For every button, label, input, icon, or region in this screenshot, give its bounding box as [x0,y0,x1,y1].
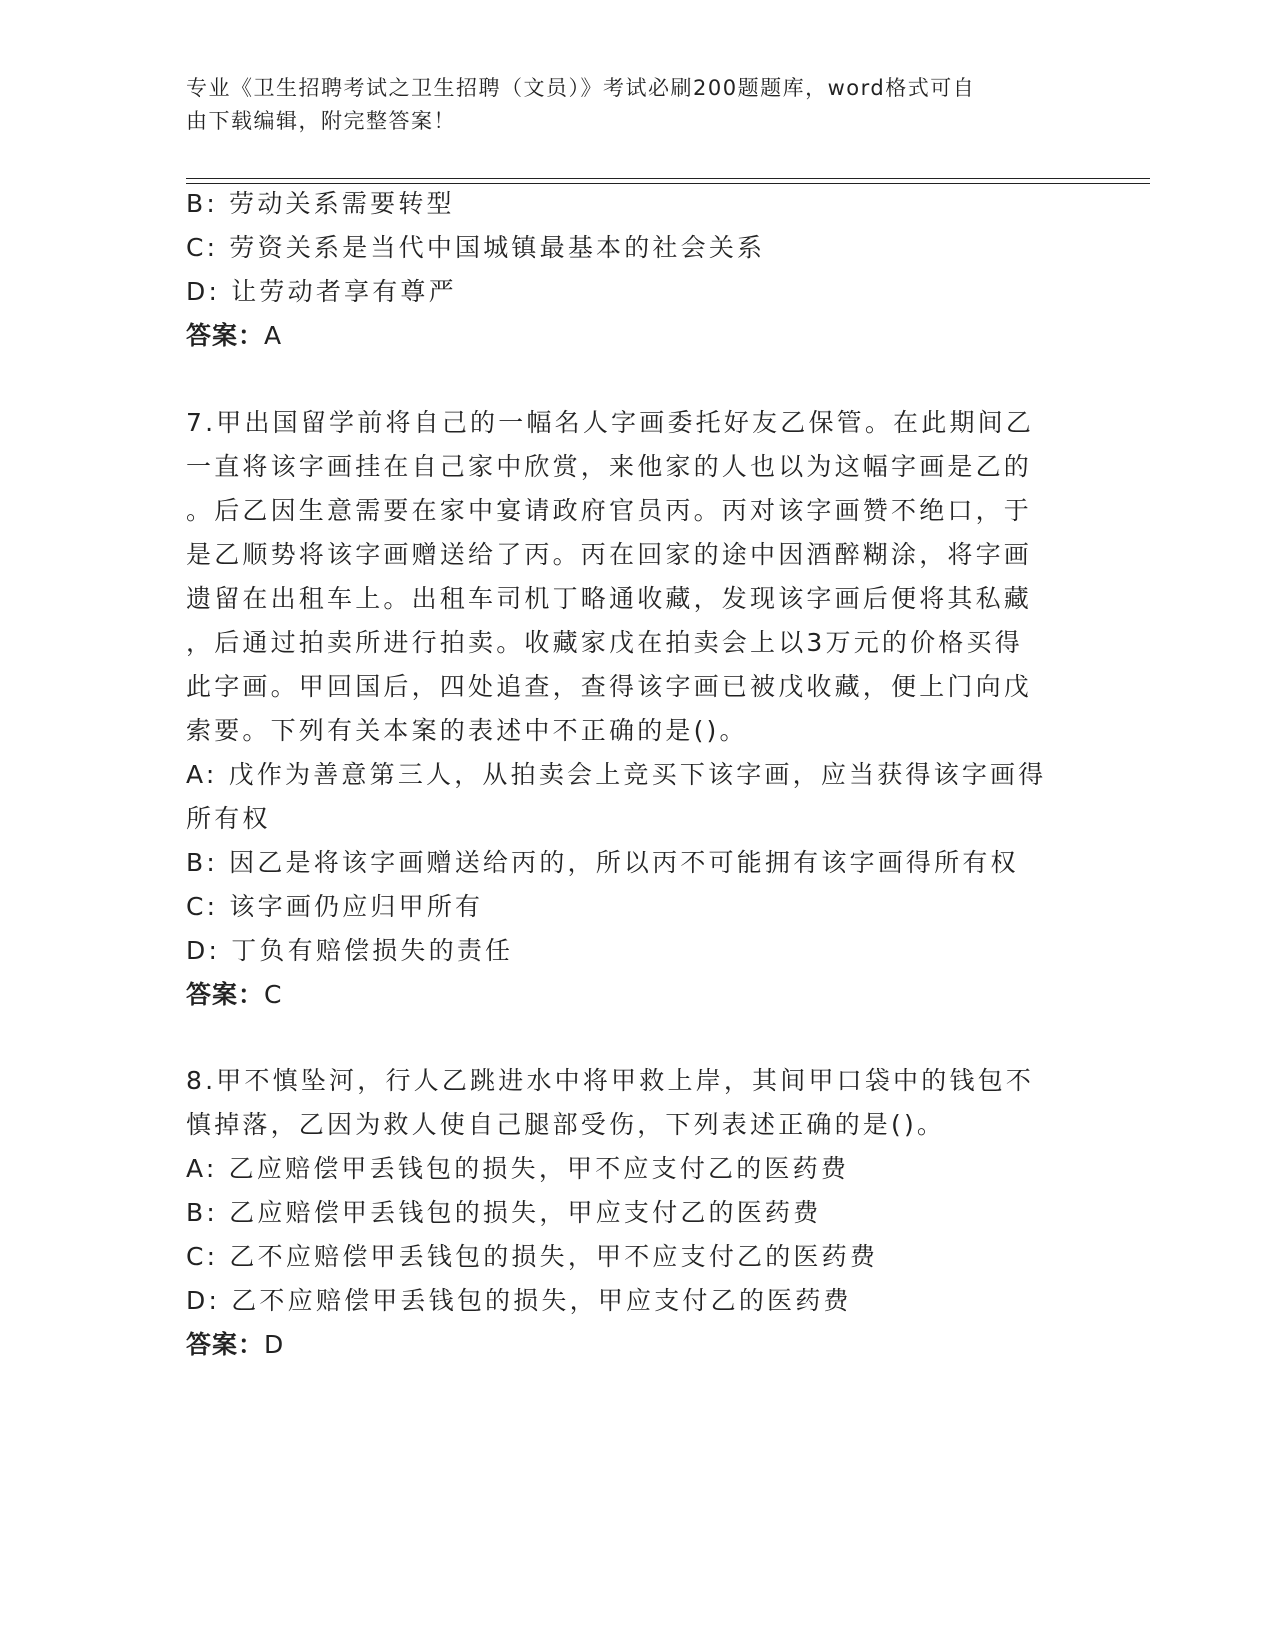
header-divider-bottom [186,183,1150,184]
q6-option-d: D: 让劳动者享有尊严 [186,277,457,306]
q6-answer [186,318,1086,354]
q8-answer-value: D [264,1330,285,1359]
q7-stem-line-5: 遗留在出租车上。出租车司机丁略通收藏，发现该字画后便将其私藏 [186,584,1033,613]
q7-answer-value: C [264,980,283,1009]
q7-option-d: D: 丁负有赔偿损失的责任 [186,936,514,965]
q7-option-a-line-2: 所有权 [186,804,271,833]
q6-answer-label: 答案： [186,321,265,350]
q6-option-b: B: 劳动关系需要转型 [186,189,455,218]
q6-option-c: C: 劳资关系是当代中国城镇最基本的社会关系 [186,233,766,262]
q7-option-b: B: 因乙是将该字画赠送给丙的，所以丙不可能拥有该字画得所有权 [186,848,1019,877]
q7-stem-line-2: 一直将该字画挂在自己家中欣赏，来他家的人也以为这幅字画是乙的 [186,452,1033,481]
header-line-1: 专业《卫生招聘考试之卫生招聘（文员）》考试必刷200题题库，word格式可自 [186,76,976,100]
q8-stem-line-2: 慎掉落，乙因为救人使自己腿部受伤，下列表述正确的是()。 [186,1110,946,1139]
q7-option-c: C: 该字画仍应归甲所有 [186,892,484,921]
q7-stem-line-3: 。后乙因生意需要在家中宴请政府官员丙。丙对该字画赞不绝口，于 [186,496,1033,525]
q7-answer-label: 答案： [186,980,265,1009]
q8-option-b: B: 乙应赔偿甲丢钱包的损失，甲应支付乙的医药费 [186,1198,822,1227]
q7-stem-line-1: 7.甲出国留学前将自己的一幅名人字画委托好友乙保管。在此期间乙 [186,408,1035,437]
q8-option-d: D: 乙不应赔偿甲丢钱包的损失，甲应支付乙的医药费 [186,1286,852,1315]
q7-answer [186,977,1086,1013]
q8-answer-label: 答案： [186,1330,265,1359]
q7-stem-line-6: ，后通过拍卖所进行拍卖。收藏家戊在拍卖会上以3万元的价格买得 [186,628,1023,657]
q7-option-a-line-1: A: 戊作为善意第三人，从拍卖会上竞买下该字画，应当获得该字画得 [186,760,1047,789]
header-divider-top [186,178,1150,179]
q8-stem-line-1: 8.甲不慎坠河，行人乙跳进水中将甲救上岸，其间甲口袋中的钱包不 [186,1066,1035,1095]
q6-answer-value: A [264,321,283,350]
q8-option-a: A: 乙应赔偿甲丢钱包的损失，甲不应支付乙的医药费 [186,1154,850,1183]
q7-stem-line-7: 此字画。甲回国后，四处追查，查得该字画已被戊收藏，便上门向戊 [186,672,1033,701]
q8-answer [186,1327,1086,1363]
q7-stem-line-8: 索要。下列有关本案的表述中不正确的是()。 [186,716,748,745]
q7-stem-line-4: 是乙顺势将该字画赠送给了丙。丙在回家的途中因酒醉糊涂，将字画 [186,540,1033,569]
document-header [186,72,1066,138]
q8-option-c: C: 乙不应赔偿甲丢钱包的损失，甲不应支付乙的医药费 [186,1242,879,1271]
header-line-2: 由下载编辑，附完整答案！ [186,109,456,133]
